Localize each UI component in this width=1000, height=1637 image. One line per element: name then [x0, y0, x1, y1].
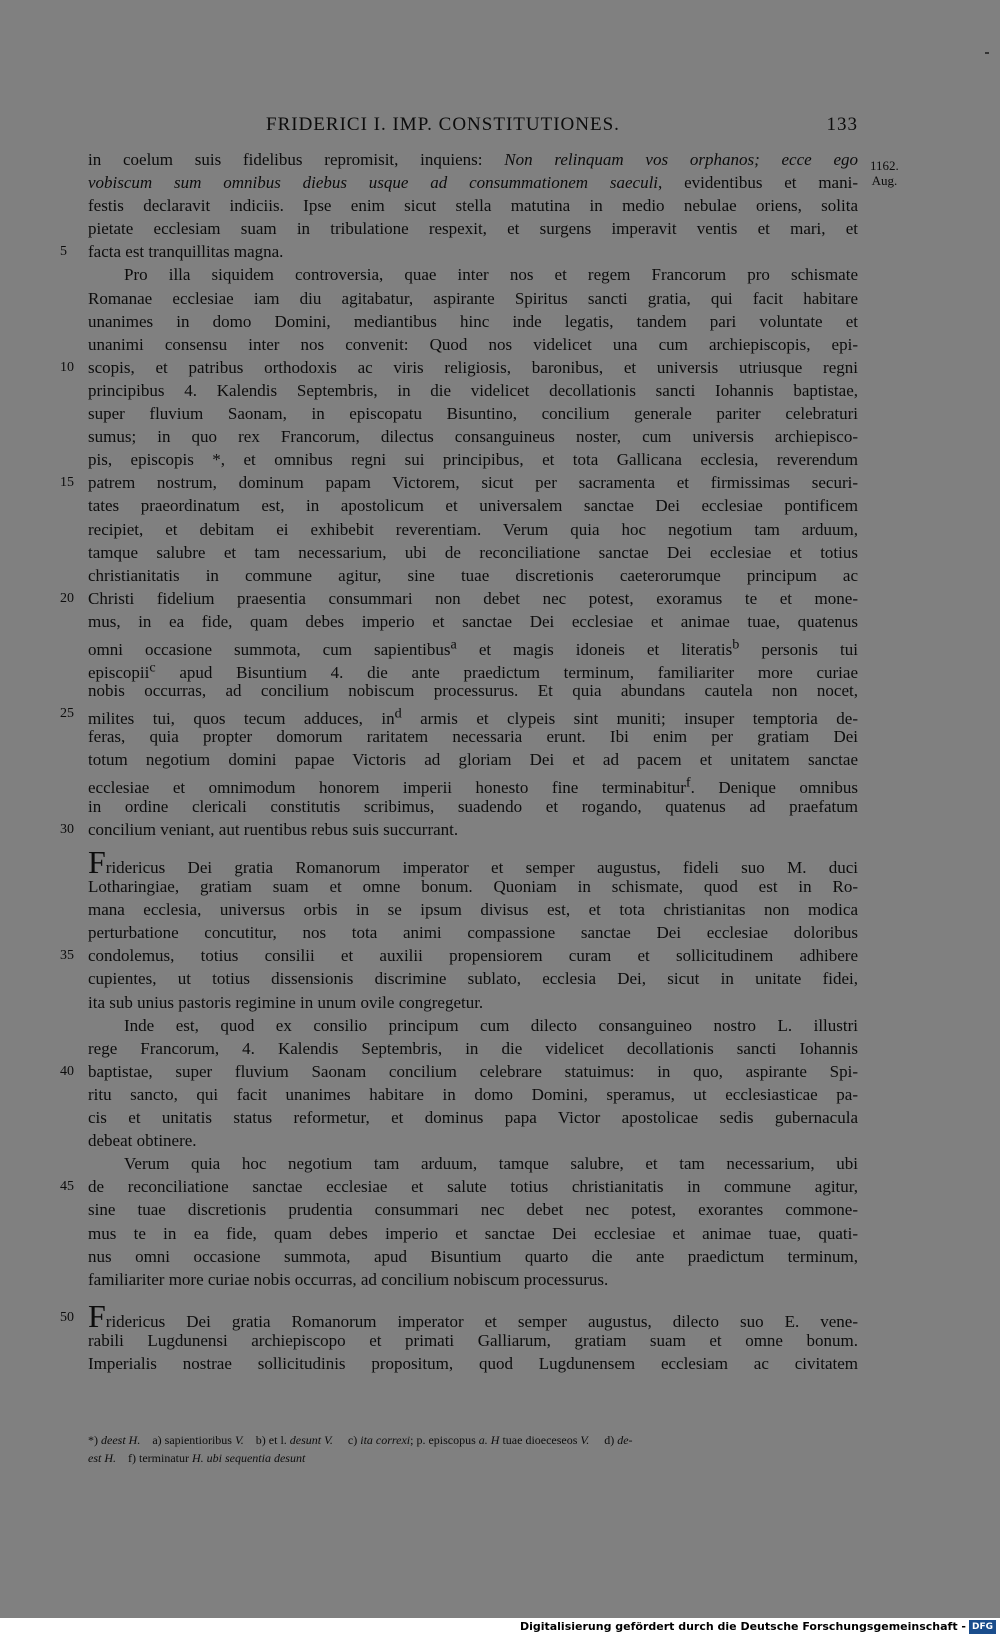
text-line [88, 518, 858, 541]
line-number: 25 [60, 706, 74, 722]
text-line [60, 702, 859, 728]
line-text: mus, in ea fide, quam debes imperio et sanctae Dei ecclesiae et animae tuae, quatenus [88, 611, 858, 631]
text-line [60, 944, 858, 967]
text-line [88, 1222, 858, 1245]
text-line [60, 818, 858, 841]
text-line [88, 610, 858, 633]
line-text: vobiscum sum omnibus diebus usque ad consummationem saeculi, evidentibus et mani- [88, 173, 858, 193]
text-line [60, 1175, 858, 1198]
text-line [88, 679, 858, 702]
text-line [88, 1129, 858, 1152]
line-text: unanimes in domo Domini, mediantibus hinc inde legatis, tandem pari voluntate et [88, 311, 858, 331]
line-text: ritu sancto, qui facit unanimes habitare in domo Domini, speramus, ut ecclesiasticae pa- [88, 1084, 858, 1104]
text-line [88, 1352, 858, 1375]
header-title: FRIDERICI I. IMP. CONSTITUTIONES. [266, 114, 620, 135]
text-line [88, 379, 858, 402]
text-line [88, 795, 858, 818]
paragraph-block-1 [60, 148, 859, 841]
letter-to-archbishop-of-lyon [60, 1298, 858, 1375]
text-line [88, 263, 858, 286]
margin-date [870, 158, 899, 188]
line-text: familiariter more curiae nobis occurras, ad concilium nobiscum processurus. [88, 1269, 609, 1289]
line-text: concilium veniant, aut ruentibus rebus suis succurrant. [88, 819, 459, 839]
line-text: pietate ecclesiam suam in tribulatione respexit, et surgens imperavit ventis et mari, et [88, 219, 858, 239]
text-line [60, 1060, 858, 1083]
text-line [88, 844, 858, 880]
text-line [88, 748, 858, 771]
line-text: debeat obtinere. [88, 1131, 197, 1151]
text-line [88, 633, 859, 659]
funding-text: Digitalisierung gefördert durch die Deutsche Forschungsgemeinschaft - [519, 1620, 966, 1633]
line-text: Lotharingiae, gratiam suam et omne bonum. Quoniam in schismate, quod est in Ro- [88, 877, 858, 897]
text-line [88, 725, 858, 748]
line-text: Pro illa siquidem controversia, quae inter nos et regem Francorum pro schismate [124, 265, 858, 285]
line-text: ita sub unius pastoris regimine in unum ovile congregetur. [88, 992, 484, 1012]
scan-mark [985, 52, 989, 54]
text-line [60, 471, 858, 494]
line-text: Inde est, quod ex consilio principum cum dilecto consanguineo nostro L. illustri [124, 1015, 858, 1035]
line-text: feras, quia propter domorum raritatem necessaria erunt. Ibi enim per gratiam Dei [88, 727, 858, 747]
line-text: rege Francorum, 4. Kalendis Septembris, in die videlicet decollationis sancti Iohannis [88, 1038, 858, 1058]
line-number: 5 [60, 244, 67, 260]
line-text: Fridericus Dei gratia Romanorum imperator et semper augustus, fideli suo M. duci [88, 844, 858, 880]
text-line [60, 587, 858, 610]
line-text: condolemus, totius consilii et auxilii propensiorem curam et sollicitudinem adhibere [88, 946, 858, 966]
text-line [88, 541, 858, 564]
line-text: Fridericus Dei gratia Romanorum imperator et semper augustus, dilecto suo E. vene- [88, 1298, 858, 1334]
line-text: Imperialis nostrae sollicitudinis propositum, quod Lugdunensem ecclesiam ac civitatem [88, 1354, 858, 1374]
text-line [88, 217, 858, 240]
line-text: baptistae, super fluvium Saonam concilium celebrare statuimus: in quo, aspirante Spi- [88, 1061, 858, 1081]
text-line [88, 333, 858, 356]
text-line [88, 1106, 858, 1129]
line-text: christianitatis in commune agitur, sine tuae discretionis caeterorumque principum ac [88, 565, 858, 585]
line-text: mana ecclesia, universus orbis in se ipsum divisus est, et tota christianitas non modica [88, 900, 858, 920]
funding-banner [0, 1618, 1000, 1637]
letter-to-duke-of-lotharingia [60, 844, 858, 1291]
text-line [88, 967, 858, 990]
line-text: sumus; in quo rex Francorum, dilectus consanguineus noster, cum universis archiepisco- [88, 427, 858, 447]
text-line [88, 148, 858, 171]
text-line [88, 564, 858, 587]
line-text: facta est tranquillitas magna. [88, 242, 284, 262]
line-text: patrem nostrum, dominum papam Victorem, sicut per sacramenta et firmissimas securi- [88, 473, 858, 493]
line-text: festis declaravit indiciis. Ipse enim sicut stella matutina in medio nebulae oriens, solita [88, 196, 858, 216]
line-text: unanimi consensu inter nos convenit: Quod nos videlicet una cum archiepiscopis, epi- [88, 334, 858, 354]
line-text: ecclesiae et omnimodum honorem imperii honesto fine terminabitur$^f$. Denique omnibus [88, 774, 858, 798]
text-line [88, 194, 858, 217]
line-text: mus te in ea fide, quam debes imperio et sanctae Dei ecclesiae et animae tuae, quati- [88, 1223, 858, 1243]
text-line [88, 1329, 858, 1352]
text-line [88, 1014, 858, 1037]
line-text: totum negotium domini papae Victoris ad gloriam Dei et ad pacem et unitatem sanctae [88, 750, 858, 770]
line-number: 45 [60, 1179, 74, 1195]
line-number: 35 [60, 948, 74, 964]
text-line [88, 425, 858, 448]
line-text: Christi fidelium praesentia consummari non debet nec potest, exoramus te et mone- [88, 588, 858, 608]
line-text: in ordine clericali constitutis scribimus, suadendo et rogando, quatenus ad praefatum [88, 796, 858, 816]
text-line [88, 1198, 858, 1221]
text-line [60, 356, 858, 379]
line-number: 50 [60, 1310, 74, 1325]
text-line [88, 898, 858, 921]
text-line [88, 1037, 858, 1060]
footnotes [88, 1431, 858, 1467]
line-number: 15 [60, 475, 74, 491]
text-line [60, 1298, 858, 1334]
line-number: 10 [60, 359, 74, 375]
text-line [88, 1083, 858, 1106]
margin-year: 1162. [870, 158, 899, 173]
text-line [88, 1245, 858, 1268]
line-text: omni occasione summota, cum sapientibus$^a$ et magis idoneis et literatis$^b$ personis tui [88, 635, 859, 659]
line-text: cis et unitatis status reformetur, et dominus papa Victor apostolicae sedis gubernacula [88, 1108, 858, 1128]
line-text: nus omni occasione summota, apud Bisuntium quarto die ante praedictum terminum, [88, 1246, 858, 1266]
text-line [88, 494, 858, 517]
text-line [88, 772, 858, 798]
line-text: perturbatione concutitur, nos tota animi compassione sanctae Dei ecclesiae doloribus [88, 923, 858, 943]
page-number: 133 [826, 114, 858, 135]
text-line [88, 991, 858, 1014]
dfg-logo: DFG [969, 1620, 996, 1634]
line-text: tamque salubre et tam necessarium, ubi de reconciliatione sanctae Dei ecclesiae et totius [88, 542, 858, 562]
text-line [88, 1152, 858, 1175]
line-text: recipiet, et debitam ei exhibebit reverentiam. Verum quia hoc negotium tam arduum, [88, 519, 858, 539]
text-line [88, 921, 858, 944]
text-line [88, 875, 858, 898]
text-line [88, 287, 858, 310]
text-line [88, 171, 858, 194]
line-text: scopis, et patribus orthodoxis ac viris religiosis, baronibus, et universis utriusque regni [88, 357, 858, 377]
line-text: sine tuae discretionis prudentia consummari nec debet nec potest, exorantes commone- [88, 1200, 858, 1220]
line-text: in coelum suis fidelibus repromisit, inquiens: Non relinquam vos orphanos; ecce ego [88, 150, 858, 169]
line-text: Romanae ecclesiae iam diu agitabatur, aspirante Spiritus sancti gratia, qui facit habitare [88, 288, 858, 308]
text-line [60, 240, 858, 263]
line-text: tates praeordinatum est, in apostolicum et universalem sanctae Dei ecclesiae pontificem [88, 496, 858, 516]
line-text: de reconciliatione sanctae ecclesiae et salute totius christianitatis in commune agitur, [88, 1177, 858, 1197]
line-text: super fluvium Saonam, in episcopatu Bisuntino, concilium generale pariter celebraturi [88, 404, 858, 424]
line-number: 20 [60, 590, 74, 606]
line-text: episcopii$^c$ apud Bisuntium 4. die ante praedictum terminum, familiariter more curiae [88, 659, 858, 682]
text-line [88, 402, 858, 425]
text-line [88, 310, 858, 333]
line-text: rabili Lugdunensi archiepiscopo et primati Galliarum, gratiam suam et omne bonum. [88, 1331, 858, 1351]
text-line [88, 656, 858, 682]
text-line [88, 1268, 858, 1291]
line-number: 40 [60, 1063, 74, 1079]
line-text: principibus 4. Kalendis Septembris, in die videlicet decollationis sancti Iohannis baptistae, [88, 380, 858, 400]
line-text: Verum quia hoc negotium tam arduum, tamque salubre, et tam necessarium, ubi [124, 1154, 858, 1174]
line-text: milites tui, quos tecum adduces, $in^d$ armis et clypeis sint muniti; insuper temptoria de- [88, 705, 859, 728]
line-number: 30 [60, 821, 74, 837]
line-text: cupientes, ut totius dissensionis discrimine sublato, ecclesia Dei, sicut in unitate fidei, [88, 969, 858, 989]
footnote-line: *) deest H. a) sapientioribus V. b) et l. desunt V. c) ita correxi; p. episcopus a. H tuae dioeceseos V. d) de- [88, 1433, 633, 1447]
footnote-line: est H. f) terminatur H. ubi sequentia desunt [88, 1451, 306, 1465]
line-text: nobis occurras, ad concilium nobiscum processurus. Et quia abundans cautela non nocet, [88, 681, 858, 701]
margin-month: Aug. [871, 173, 898, 188]
line-text: pis, episcopis *, et omnibus regni sui principibus, et tota Gallicana ecclesia, reverendum [88, 450, 858, 470]
running-header [86, 114, 858, 144]
text-line [88, 448, 858, 471]
